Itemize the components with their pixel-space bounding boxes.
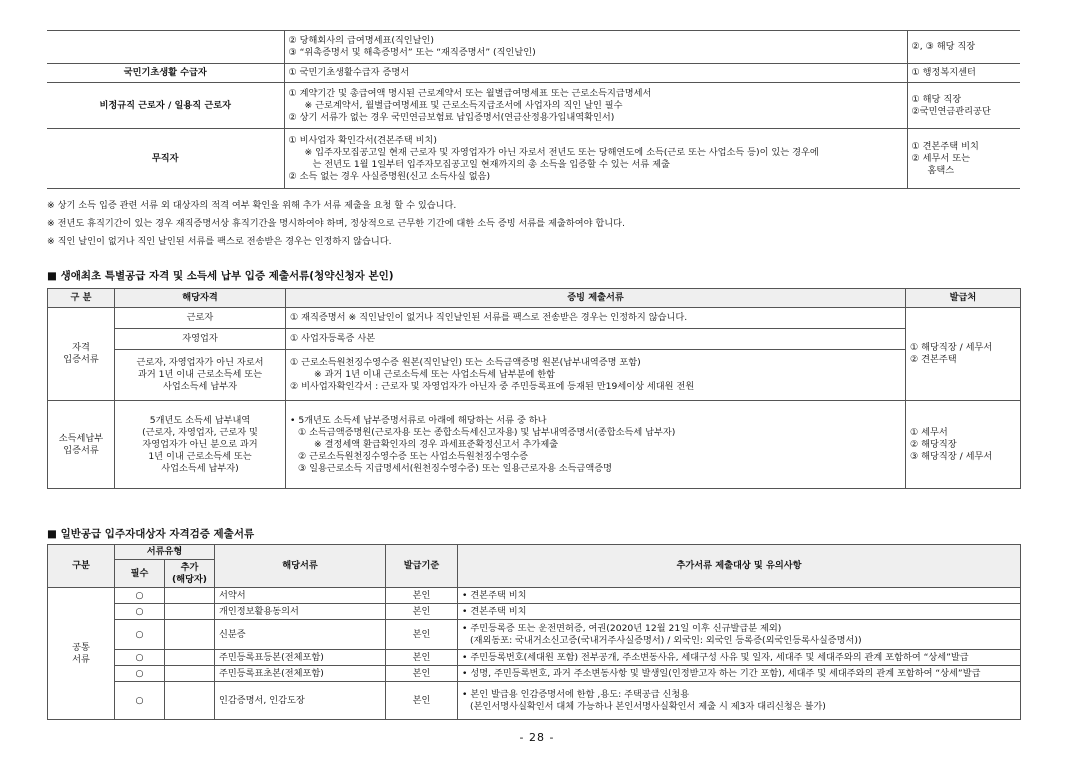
qualification-cell: 근로자 [115, 308, 286, 329]
docs-cell: • 5개년도 소득세 납부증명서류로 아래에 해당하는 서류 중 하나 ① 소득금액증명원(근로자용 또는 종합소득세신고자용) 및 납부내역증명서(종합소득세 납부자) ※ 결정세액 환급확인자의 경우 과세표준확정신고서 추가제출 ② 근로소득원천징수영수증 또는 사업소득원천징수영수증 ③ 일용근로소득 지급명세서(원천징수영수증) 또는 일용근로자용 소득금액증명 [286, 401, 906, 489]
table-row [48, 350, 1021, 401]
notes-cell: • 견본주택 비치 [458, 604, 1021, 620]
table-header-row [48, 545, 1021, 560]
issuer-cell: ① 해당직장 / 세무서 ② 견본주택 [906, 308, 1021, 401]
table-row [47, 83, 1020, 129]
table-row [48, 666, 1021, 682]
required-mark: ○ [115, 604, 165, 620]
extra-mark [165, 682, 215, 720]
general-supply-docs-table [47, 544, 1021, 720]
required-mark: ○ [115, 666, 165, 682]
notes-cell: • 주민등록번호(세대원 포함) 전부공개, 주소변동사유, 세대구성 사유 및 일자, 세대주 및 세대주와의 관계 포함하여 “상세”발급 [458, 650, 1021, 666]
table-row [48, 620, 1021, 650]
docs-cell: ① 국민기초생활수급자 증명서 [284, 64, 907, 83]
extra-mark [165, 620, 215, 650]
column-header: 발급처 [906, 289, 1021, 308]
column-header: 추가서류 제출대상 및 유의사항 [458, 545, 1021, 588]
column-header: 서류유형 [115, 545, 215, 560]
notes-cell: • 성명, 주민등록번호, 과거 주소변동사항 및 발생일(인정받고자 하는 기간 포함), 세대주 및 세대주와의 관계 포함하여 “상세”발급 [458, 666, 1021, 682]
first-time-buyer-docs-table [47, 288, 1021, 489]
doc-name: 인감증명서, 인감도장 [215, 682, 386, 720]
row-label: 비정규직 근로자 / 일용직 근로자 [47, 83, 284, 129]
group-label: 소득세납부 입증서류 [48, 401, 115, 489]
extra-mark [165, 588, 215, 604]
notes-cell: • 주민등록증 또는 운전면허증, 여권(2020년 12월 21일 이후 신규발급분 제외) (재외동포: 국내거소신고증(국내거주사실증명서) / 외국인: 외국인 등록증(외국인등록사실증명서)) [458, 620, 1021, 650]
qualification-cell: 5개년도 소득세 납부내역 (근로자, 자영업자, 근로자 및 자영업자가 아닌 분으로 과거 1년 이내 근로소득세 또는 사업소득세 납부자) [115, 401, 286, 489]
table-row [47, 129, 1020, 189]
issuer-cell: ① 행정복지센터 [907, 64, 1020, 83]
issuer-cell: ① 견본주택 비치 ② 세무서 또는 홈택스 [907, 129, 1020, 189]
section-heading: ■ 일반공급 입주자대상자 자격검증 제출서류 [47, 528, 255, 540]
issue-basis: 본인 [386, 588, 458, 604]
column-header: 해당서류 [215, 545, 386, 588]
required-mark: ○ [115, 682, 165, 720]
table-header-row [48, 289, 1021, 308]
required-mark: ○ [115, 650, 165, 666]
docs-cell: ① 비사업자 확인각서(견본주택 비치) ※ 입주자모집공고일 현재 근로자 및 자영업자가 아닌 자로서 전년도 또는 당해연도에 소득(근로 또는 사업소득 등)이 있는 경우에 는 전년도 1월 1일부터 입주자모집공고일 현재까지의 총 소득을 입증할 수 있는 서류 제출 ② 소득 없는 경우 사실증명원(신고 소득사실 없음) [284, 129, 907, 189]
column-header: 필수 [115, 560, 165, 588]
extra-mark [165, 650, 215, 666]
qualification-cell: 자영업자 [115, 329, 286, 350]
group-label: 자격 입증서류 [48, 308, 115, 401]
issuer-cell: ②, ③ 해당 직장 [907, 31, 1020, 64]
doc-name: 개인정보활용동의서 [215, 604, 386, 620]
column-header: 증빙 제출서류 [286, 289, 906, 308]
extra-mark [165, 666, 215, 682]
column-header: 구 분 [48, 289, 115, 308]
docs-cell: ② 당해회사의 급여명세표(직인날인) ③ “위촉증명서 및 해촉증명서” 또는 “재직증명서” (직인날인) [284, 31, 907, 64]
doc-name: 주민등록표등본(전체포함) [215, 650, 386, 666]
issuer-cell: ① 해당 직장 ②국민연금관리공단 [907, 83, 1020, 129]
table-row [47, 31, 1020, 64]
docs-cell: ① 사업자등록증 사본 [286, 329, 906, 350]
table-row [48, 604, 1021, 620]
docs-cell: ① 근로소득원천징수영수증 원본(직인날인) 또는 소득금액증명 원본(납부내역증명 포함) ※ 과거 1년 이내 근로소득세 또는 사업소득세 납부분에 한함 ② 비사업자확인각서 : 근로자 및 자영업자가 아닌자 중 주민등록표에 등재된 만19세이상 세대원 전원 [286, 350, 906, 401]
column-header: 추가 (해당자) [165, 560, 215, 588]
required-mark: ○ [115, 620, 165, 650]
income-proof-table-continued [47, 30, 1020, 189]
extra-mark [165, 604, 215, 620]
issue-basis: 본인 [386, 650, 458, 666]
issuer-cell: ① 세무서 ② 해당직장 ③ 해당직장 / 세무서 [906, 401, 1021, 489]
footnote: ※ 상기 소득 입증 관련 서류 외 대상자의 적격 여부 확인을 위해 추가 서류 제출을 요청 할 수 있습니다. [47, 200, 457, 211]
issue-basis: 본인 [386, 620, 458, 650]
doc-name: 신분증 [215, 620, 386, 650]
footnote: ※ 전년도 휴직기간이 있는 경우 재직증명서상 휴직기간을 명시하여야 하며, 정상적으로 근무한 기간에 대한 소득 증빙 서류를 제출하여야 합니다. [47, 218, 625, 229]
column-header: 구분 [48, 545, 115, 588]
docs-cell: ① 재직증명서 ※ 직인날인이 없거나 직인날인된 서류를 팩스로 전송받은 경우는 인정하지 않습니다. [286, 308, 906, 329]
column-header: 해당자격 [115, 289, 286, 308]
docs-cell: ① 계약기간 및 총급여액 명시된 근로계약서 또는 월별급여명세표 또는 근로소득지급명세서 ※ 근로계약서, 월별급여명세표 및 근로소득지급조서에 사업자의 직인 날인 필수 ② 상기 서류가 없는 경우 국민연금보험료 납입증명서(연금산정용가입내역확인서) [284, 83, 907, 129]
section-heading: ■ 생애최초 특별공급 자격 및 소득세 납부 입증 제출서류(청약신청자 본인) [47, 270, 394, 282]
required-mark: ○ [115, 588, 165, 604]
table-row [48, 682, 1021, 720]
table-row [48, 650, 1021, 666]
column-header: 발급기준 [386, 545, 458, 588]
table-row [48, 401, 1021, 489]
group-label: 공통 서류 [48, 588, 115, 720]
row-label: 무직자 [47, 129, 284, 189]
table-row [48, 329, 1021, 350]
table-row [48, 588, 1021, 604]
qualification-cell: 근로자, 자영업자가 아닌 자로서 과거 1년 이내 근로소득세 또는 사업소득세 납부자 [115, 350, 286, 401]
table-row [48, 308, 1021, 329]
notes-cell: • 본인 발급용 인감증명서에 한함 ,용도: 주택공급 신청용 (본인서명사실확인서 대체 가능하나 본인서명사실확인서 제출 시 제3자 대리신청은 불가) [458, 682, 1021, 720]
doc-name: 주민등록표초본(전체포함) [215, 666, 386, 682]
doc-name: 서약서 [215, 588, 386, 604]
notes-cell: • 견본주택 비치 [458, 588, 1021, 604]
page-number: - 28 - [519, 731, 555, 744]
footnote: ※ 직인 날인이 없거나 직인 날인된 서류를 팩스로 전송받은 경우는 인정하지 않습니다. [47, 236, 392, 247]
table-row [47, 64, 1020, 83]
row-label: 국민기초생활 수급자 [47, 64, 284, 83]
issue-basis: 본인 [386, 604, 458, 620]
issue-basis: 본인 [386, 682, 458, 720]
issue-basis: 본인 [386, 666, 458, 682]
